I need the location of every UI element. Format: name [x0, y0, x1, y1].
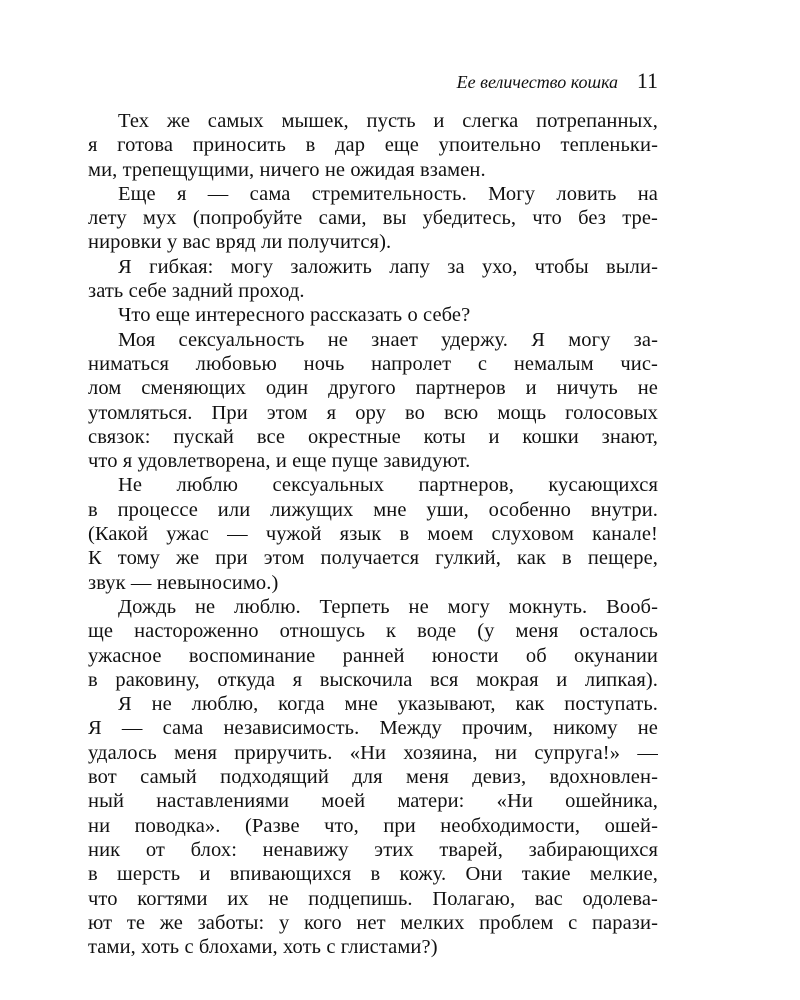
text-line: ще настороженно отношусь к воде (у меня осталось	[88, 620, 658, 643]
text-line: Я — сама независимость. Между прочим, никому не	[88, 717, 658, 740]
text-line: (Какой ужас — чужой язык в моем слуховом канале!	[88, 523, 658, 546]
text-line: Не люблю сексуальных партнеров, кусающихся	[118, 474, 658, 497]
text-line: что когтями их не подцепишь. Полагаю, вас одолева-	[88, 887, 658, 910]
text-line: звук — невыносимо.)	[88, 571, 279, 594]
text-line: К тому же при этом получается гулкий, как в пещере,	[88, 547, 658, 570]
text-line: зать себе задний проход.	[88, 280, 305, 303]
text-line: Я не люблю, когда мне указывают, как поступать.	[118, 693, 658, 716]
text-line: в процессе или лижущих мне уши, особенно внутри.	[88, 498, 658, 521]
text-line: связок: пускай все окрестные коты и кошки знают,	[88, 425, 658, 448]
text-line: Дождь не люблю. Терпеть не могу мокнуть. Вооб-	[118, 595, 658, 618]
text-line: ни поводка». (Разве что, при необходимости, ошей-	[88, 814, 658, 837]
text-line: нировки у вас вряд ли получится).	[88, 231, 392, 254]
text-line: что я удовлетворена, и еще пуще завидуют.	[88, 450, 471, 473]
text-line: в шерсть и впивающихся в кожу. Они такие мелкие,	[88, 863, 658, 886]
text-line: ник от блох: ненавижу этих тварей, забирающихся	[88, 838, 658, 861]
running-title: Ее величество кошка	[456, 72, 619, 92]
text-line: ми, трепещущими, ничего не ожидая взамен.	[88, 158, 486, 181]
text-line: ный наставлениями моей матери: «Ни ошейника,	[88, 790, 658, 813]
text-line: лету мух (попробуйте сами, вы убедитесь, что без тре-	[88, 207, 658, 230]
text-line: ниматься любовью ночь напролет с немалым чис-	[88, 352, 658, 375]
text-line: тами, хоть с блохами, хоть с глистами?)	[88, 936, 438, 959]
text-line: Тех же самых мышек, пусть и слегка потрепанных,	[118, 110, 658, 132]
body-text	[88, 109, 658, 959]
text-line: в раковину, откуда я выскочила вся мокрая и липкая).	[88, 668, 658, 691]
page-header	[88, 66, 658, 96]
text-line: я готова приносить в дар еще упоительно тепленьки-	[88, 134, 658, 157]
page-number: 11	[636, 68, 658, 93]
text-line: Моя сексуальность не знает удержу. Я могу за-	[118, 328, 658, 351]
text-line: утомляться. При этом я ору во всю мощь голосовых	[88, 401, 658, 424]
text-line: удалось меня приручить. «Ни хозяина, ни супруга!» —	[88, 741, 658, 764]
text-line: Еще я — сама стремительность. Могу ловить на	[118, 182, 658, 205]
text-line: ужасное воспоминание ранней юности об окунании	[88, 644, 658, 667]
text-line: Я гибкая: могу заложить лапу за ухо, чтобы выли-	[118, 255, 658, 278]
text-line: ют те же заботы: у кого нет мелких проблем с парази-	[88, 911, 658, 934]
text-line: лом сменяющих один другого партнеров и ничуть не	[88, 377, 658, 400]
text-line: вот самый подходящий для меня девиз, вдохновлен-	[88, 766, 658, 789]
text-line: Что еще интересного рассказать о себе?	[118, 304, 471, 327]
